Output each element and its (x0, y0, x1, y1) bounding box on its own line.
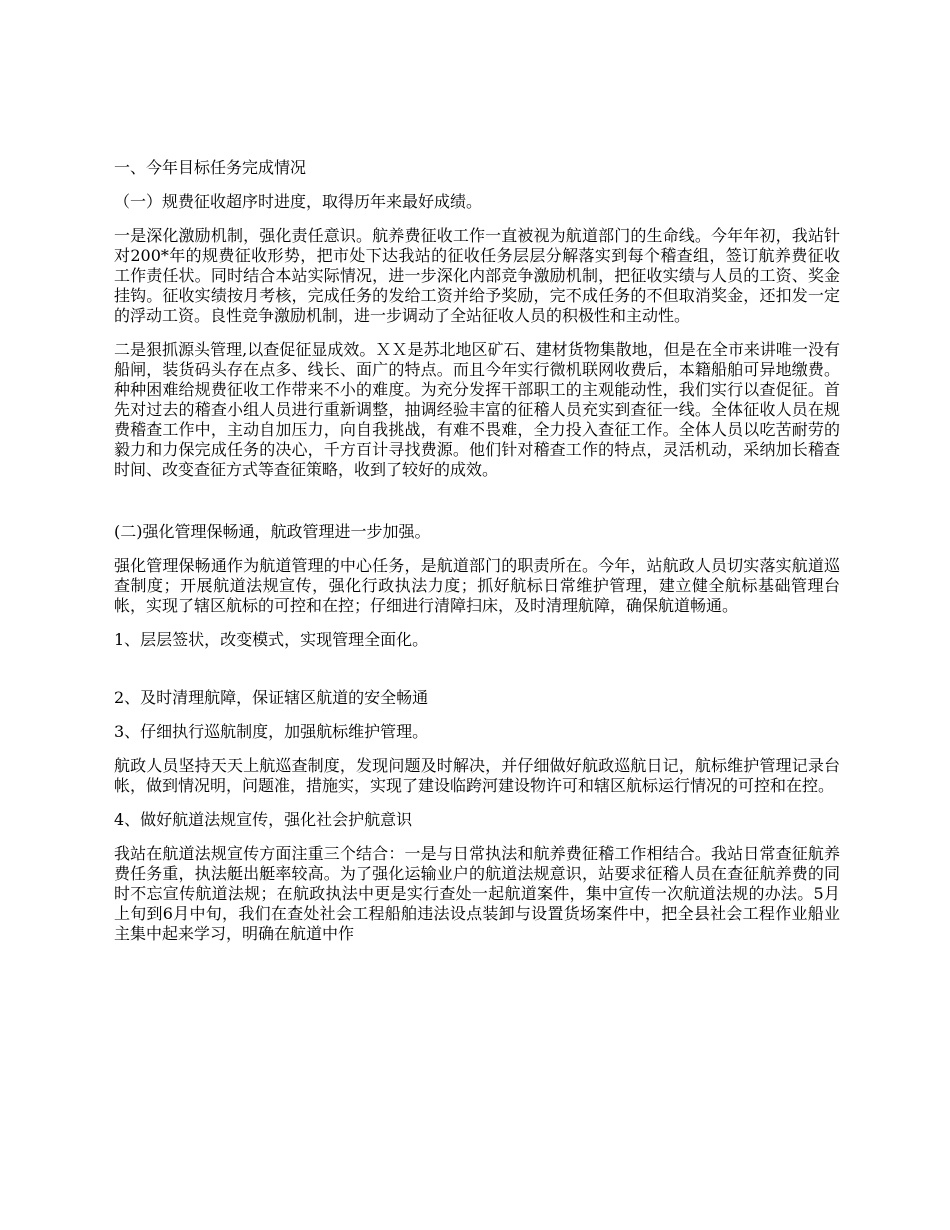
paragraph-incentive-mechanism: 一是深化激励机制，强化责任意识。航养费征收工作一直被视为航道部门的生命线。今年年初，我站针对200*年的规费征收形势，把市处下达我站的征收任务层层分解落实到每个稽查组，签订航养费征收工作责任状。同时结合本站实际情况，进一步深化内部竞争激励机制，把征收实绩与人员的工资、奖金挂钩。征收实绩按月考核，完成任务的发给工资并给予奖励，完不成任务的不但取消奖金，还扣发一定的浮动工资。良性竞争激励机制，进一步调动了全站征收人员的积极性和主动性。 (114, 226, 840, 325)
list-item-1: 1、层层签状，改变模式，实现管理全面化。 (114, 630, 429, 649)
document-page (114, 158, 840, 958)
spacer (114, 494, 840, 522)
subsection-2-title: (二)强化管理保畅通，航政管理进一步加强。 (114, 522, 431, 541)
paragraph-patrol-system: 航政人员坚持天天上航巡查制度，发现问题及时解决，并仔细做好航政巡航日记，航标维护管理记录台帐，做到情况明，问题准，措施实，实现了建设临跨河建设物许可和辖区航标运行情况的可控和在控。 (114, 756, 840, 795)
paragraph-source-management: 二是狠抓源头管理,以查促征显成效。ＸＸ是苏北地区矿石、建材货物集散地，但是在全市来讲唯一没有船闸，装货码头存在点多、线长、面广的特点。而且今年实行微机联网收费后，本籍船舶可异地缴费。种种困难给规费征收工作带来不小的难度。为充分发挥干部职工的主观能动性，我们实行以查促征。首先对过去的稽查小组人员进行重新调整，抽调经验丰富的征稽人员充实到查征一线。全体征收人员在规费稽查工作中，主动自加压力，向自我挑战，有难不畏难，全力投入查征工作。全体人员以吃苦耐劳的毅力和力保完成任务的决心，千方百计寻找费源。他们针对稽查工作的特点，灵活机动，采纳加长稽查时间、改变查征方式等查征策略，收到了较好的成效。 (114, 340, 840, 479)
list-item-2: 2、及时清理航障，保证辖区航道的安全畅通 (114, 688, 429, 707)
paragraph-law-publicity: 我站在航道法规宣传方面注重三个结合：一是与日常执法和航养费征稽工作相结合。我站日常查征航养费任务重，执法艇出艇率较高。为了强化运输业户的航道法规意识，站要求征稽人员在查征航养费的同时不忘宣传航道法规；在航政执法中更是实行查处一起航道案件，集中宣传一次航道法规的办法。5月上旬到6月中旬，我们在查处社会工程船舶违法设点装卸与设置货场案件中，把全县社会工程作业船业主集中起来学习，明确在航道中作 (114, 844, 840, 943)
list-item-4: 4、做好航道法规宣传，强化社会护航意识 (114, 810, 413, 829)
spacer (114, 664, 840, 688)
subsection-1-title: （一）规费征收超序时进度，取得历年来最好成绩。 (114, 192, 483, 211)
paragraph-channel-management: 强化管理保畅通作为航道管理的中心任务，是航道部门的职责所在。今年，站航政人员切实落实航道巡查制度；开展航道法规宣传，强化行政执法力度；抓好航标日常维护管理，建立健全航标基础管理台帐，实现了辖区航标的可控和在控；仔细进行清障扫床，及时清理航障，确保航道畅通。 (114, 556, 840, 615)
section-1-title: 一、今年目标任务完成情况 (114, 158, 307, 177)
list-item-3: 3、仔细执行巡航制度，加强航标维护管理。 (114, 722, 429, 741)
